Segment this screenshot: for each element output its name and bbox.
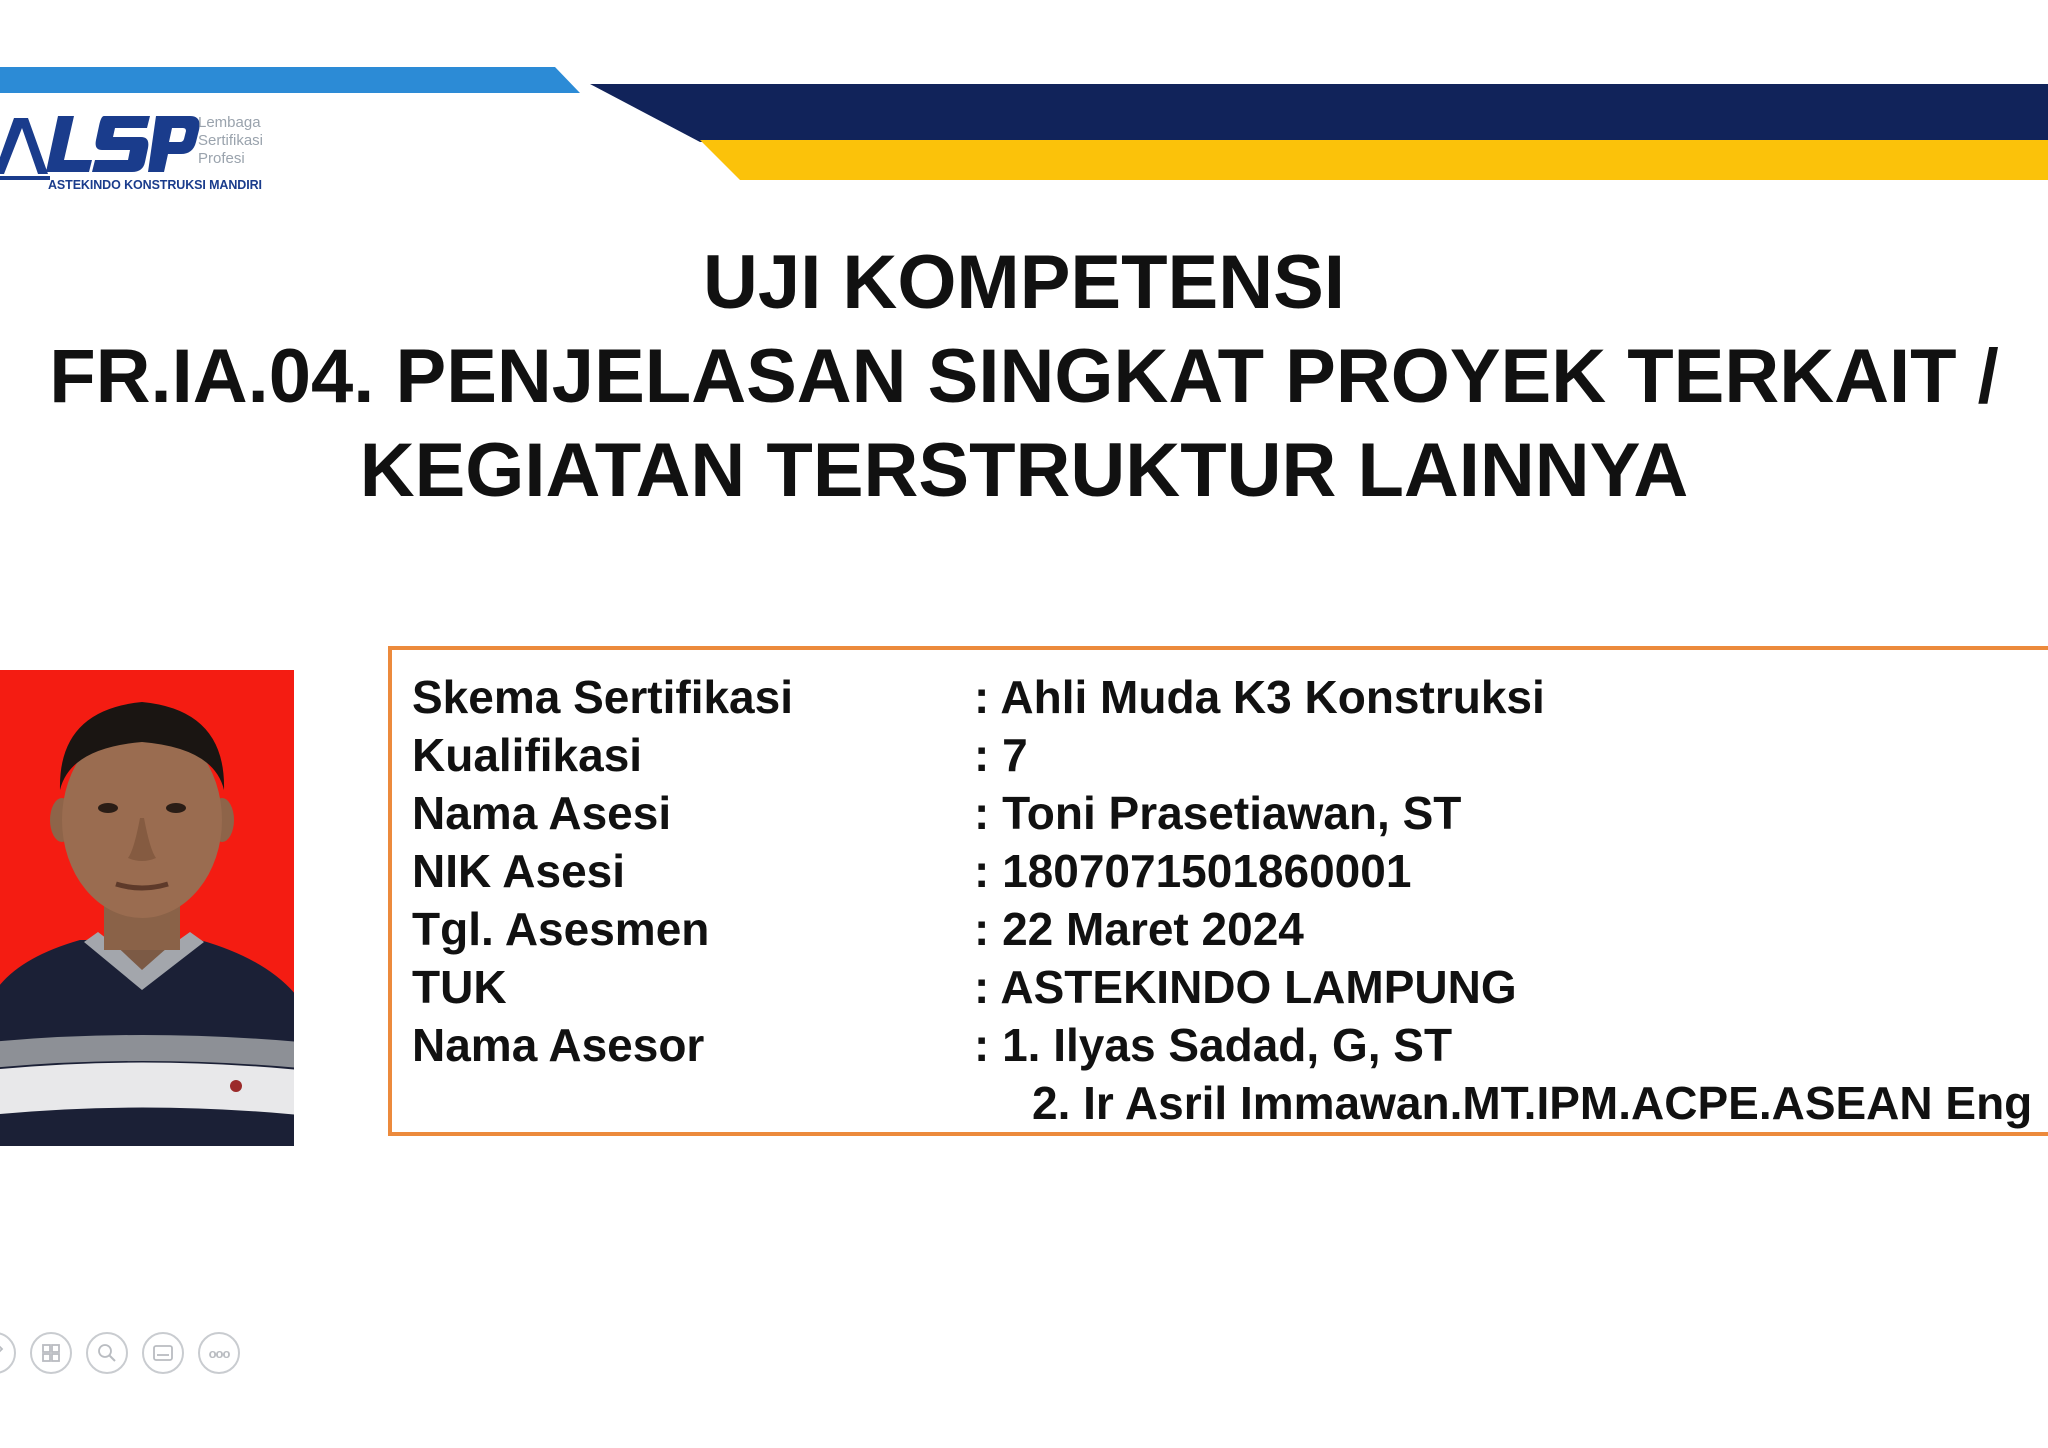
- pen-icon: [0, 1343, 5, 1363]
- info-row-tgl-asesmen: [412, 900, 2048, 958]
- lsp-logo-mark: [0, 108, 200, 184]
- info-value: : 22 Maret 2024: [974, 903, 1304, 955]
- logo-bottom-text: ASTEKINDO KONSTRUKSI MANDIRI: [48, 178, 262, 192]
- zoom-icon: [96, 1342, 118, 1364]
- header-stripe-light-blue: [0, 67, 580, 93]
- info-row-tuk: [412, 958, 2048, 1016]
- zoom-button[interactable]: [86, 1332, 128, 1374]
- slides-icon: [40, 1342, 62, 1364]
- title-line-1: UJI KOMPETENSI: [703, 240, 1345, 325]
- asesi-photo: [0, 670, 294, 1146]
- info-box: [388, 646, 2048, 1136]
- person-portrait-image: [0, 670, 294, 1146]
- info-row-kualifikasi: [412, 726, 2048, 784]
- info-value: : Ahli Muda K3 Konstruksi: [974, 671, 1545, 723]
- title-line-2: FR.IA.04. PENJELASAN SINGKAT PROYEK TERKAIT /: [49, 334, 1999, 419]
- slide-title: [0, 236, 2048, 518]
- logo-side-text-line: Profesi: [198, 150, 245, 167]
- subtitles-icon: [152, 1342, 174, 1364]
- info-row-asesor-2: [412, 1074, 2048, 1132]
- title-line-3: KEGIATAN TERSTRUKTUR LAINNYA: [359, 428, 1689, 513]
- logo-side-text-line: Sertifikasi: [198, 132, 264, 149]
- info-row-skema: [412, 668, 2048, 726]
- pen-button[interactable]: [0, 1332, 16, 1374]
- info-value: 2. Ir Asril Immawan.MT.IPM.ACPE.ASEAN Eng: [1032, 1077, 2033, 1129]
- header-stripe-navy: [590, 84, 2048, 142]
- info-value: : 1807071501860001: [974, 845, 1412, 897]
- more-options-button[interactable]: [198, 1332, 240, 1374]
- info-value: : 7: [974, 729, 1028, 781]
- more-icon: ooo: [208, 1345, 230, 1361]
- info-value: : Toni Prasetiawan, ST: [974, 787, 1462, 839]
- info-label: Kualifikasi: [412, 729, 643, 781]
- slides-button[interactable]: [30, 1332, 72, 1374]
- logo-side-text: [198, 114, 288, 168]
- info-label: Skema Sertifikasi: [412, 671, 794, 723]
- lsp-logo: [0, 108, 290, 198]
- info-value: : 1. Ilyas Sadad, G, ST: [974, 1019, 1453, 1071]
- info-row-nama-asesi: [412, 784, 2048, 842]
- info-value: : ASTEKINDO LAMPUNG: [974, 961, 1517, 1013]
- subtitles-button[interactable]: [142, 1332, 184, 1374]
- header-stripe-yellow: [700, 140, 2048, 180]
- info-label: Tgl. Asesmen: [412, 903, 710, 955]
- info-row-nama-asesor: [412, 1016, 2048, 1074]
- info-label: TUK: [412, 961, 507, 1013]
- logo-side-text-line: Lembaga: [198, 114, 261, 131]
- info-label: NIK Asesi: [412, 845, 626, 897]
- info-label: Nama Asesi: [412, 787, 672, 839]
- info-label: Nama Asesor: [412, 1019, 705, 1071]
- info-row-nik: [412, 842, 2048, 900]
